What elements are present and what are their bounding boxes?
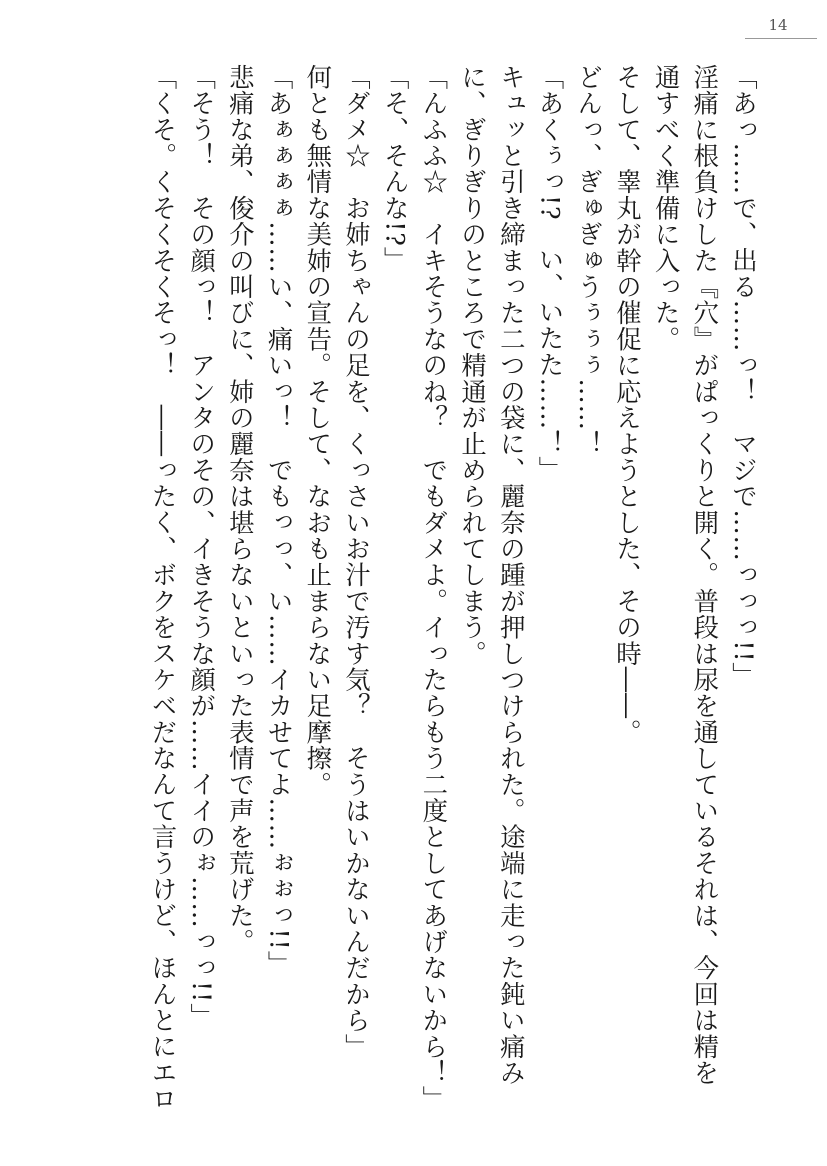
text-line: 「あっ……で、出る……っ！ マジで……っっっ!!」 <box>729 64 759 689</box>
text-line: 「くそ。くそくそくそっ！ ――ったく、ボクをスケベだなんて言うけど、ほんとにエロ <box>148 64 179 1112</box>
text-line: 「あくぅっ!? い、いたた……！」 <box>535 64 566 483</box>
text-line: キュッと引き締まった二つの袋に、麗奈の踵が押しつけられた。途端に走った鈍い痛み <box>496 64 527 1086</box>
page-number-rule <box>745 38 817 39</box>
text-line: 「ダメ☆ お姉ちゃんの足を、くっさいお汁で汚す気？ そうはいかないんだから」 <box>341 64 372 1060</box>
text-line: そして、睾丸が幹の催促に応えようとした、その時――。 <box>612 64 643 746</box>
text-line: 何とも無情な美姉の宣告。そして、なおも止まらない足摩擦。 <box>303 64 334 798</box>
text-line: 通すべく準備に入った。 <box>651 64 682 353</box>
text-line: どんっ、ぎゅぎゅうぅぅぅ……！ <box>574 64 605 457</box>
page-number: 14 <box>768 16 788 34</box>
text-line: 悲痛な弟、俊介の叫びに、姉の麗奈は堪らないといった表情で声を荒げた。 <box>225 64 256 955</box>
text-line: 「あぁぁぁぁ……い、痛いっ！ でもっっ、い……イカせてよ……ぉぉっ!!」 <box>264 64 295 977</box>
text-line: 「んふふ☆ イキそうなのね？ でもダメよ。イったらもう二度としてあげないから！」 <box>419 64 450 1112</box>
body-text <box>144 64 763 1120</box>
text-line: に、ぎりぎりのところで精通が止められてしまう。 <box>458 64 489 667</box>
text-line: 淫痛に根負けした『穴』がぱっくりと開く。普段は尿を通しているそれは、今回は精を <box>690 64 721 1086</box>
text-line: 「そう！ その顔っ！ アンタのその、イきそうな顔が……イイのぉ……っっ!!」 <box>187 64 218 1030</box>
text-line: 「そ、そんな!?」 <box>380 64 411 273</box>
